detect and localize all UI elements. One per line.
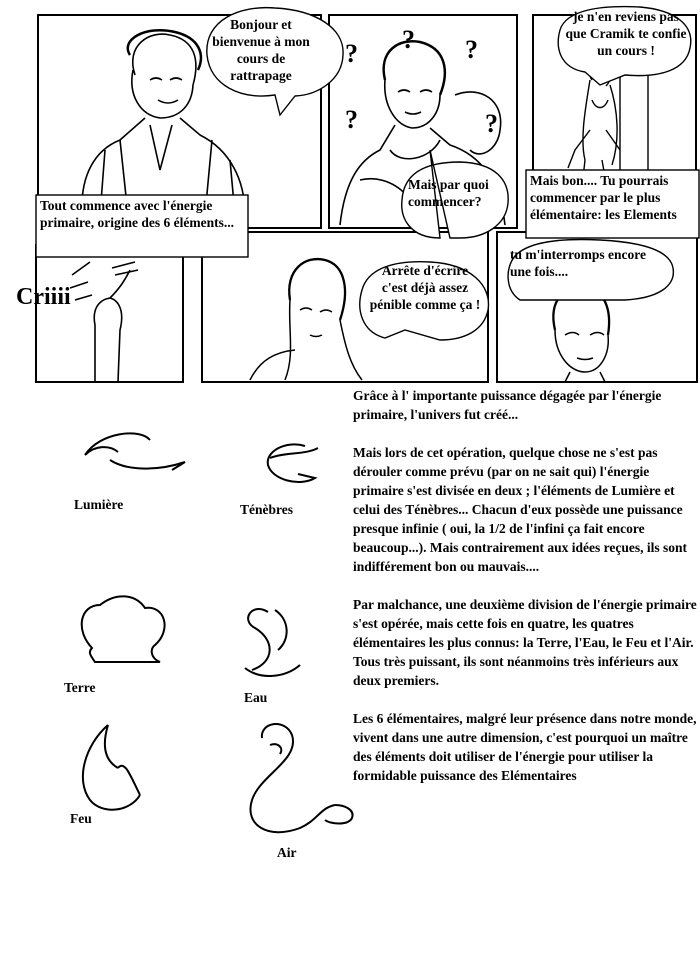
- symbol-tenebres: [268, 444, 318, 482]
- panel-4-frame: [36, 245, 183, 382]
- question-mark: ?: [402, 25, 415, 54]
- explanation-text: [353, 386, 698, 804]
- label-lumiere: Lumière: [74, 497, 124, 512]
- paragraph: Grâce à l' importante puissance dégagée par l'énergie primaire, l'univers fut créé...: [353, 388, 662, 422]
- sound-effect: Criiii: [16, 284, 71, 310]
- element-symbols: [82, 433, 353, 832]
- symbol-air: [250, 724, 352, 832]
- panel-4-hand: [70, 262, 138, 382]
- label-terre: Terre: [64, 680, 96, 695]
- speech-panel-2: Mais par quoi commencer?: [408, 177, 489, 209]
- paragraph: Les 6 élémentaires, malgré leur présence dans notre monde, vivent dans une autre dimension, c'est pourquoi un maître des éléments doit utiliser de l'énergie pour utiliser la formidable puissance des Elémentaires: [353, 711, 697, 783]
- panel-6-character: [553, 287, 609, 382]
- speech-panel-1: Bonjour et bienvenue à mon cours de rattrapage: [212, 17, 310, 83]
- caption-panel-1: Tout commence avec l'énergie primaire, origine des 6 éléments...: [40, 198, 234, 230]
- symbol-eau: [245, 609, 300, 676]
- label-tenebres: Ténèbres: [240, 502, 293, 517]
- label-feu: Feu: [70, 811, 92, 826]
- speech-panel-3: je n'en reviens pas que Cramik te confie un cours !: [565, 9, 687, 58]
- paragraph: Mais lors de cet opération, quelque chose ne s'est pas dérouler comme prévu (par on ne sait qui) l'énergie primaire s'est divisée en deux ; l'éléments de Lumière et celui des Ténèbres... Chacun d'eux possède une puissance presque infinie ( oui, la 1/2 de l'infini ça fait encore beaucoup...). Mais contrairement aux idées reçues, ils sont indifférement bon ou mauvais....: [353, 445, 687, 574]
- caption-panel-3: Mais bon.... Tu pourrais commencer par le plus élémentaire: les Elements: [530, 173, 677, 222]
- symbol-lumiere: [85, 433, 185, 470]
- paragraph: Par malchance, une deuxième division de l'énergie primaire s'est opérée, mais cette fois en quatre, les quatres élémentaires les plus connus: la Terre, l'Eau, le Feu et l'Air. Tous très puissant, ils sont néanmoins très inférieurs aux deux premiers.: [353, 597, 697, 688]
- label-air: Air: [277, 845, 297, 860]
- speech-panel-5: Arrête d'écrire c'est déjà assez pénible comme ça !: [369, 263, 481, 312]
- question-mark: ?: [465, 35, 478, 64]
- panel-5-character: [250, 259, 362, 380]
- question-mark: ?: [485, 109, 498, 138]
- speech-panel-6: tu m'interromps encore une fois....: [510, 247, 646, 279]
- question-mark: ?: [345, 105, 358, 134]
- symbol-feu: [83, 725, 140, 810]
- symbol-terre: [82, 596, 165, 662]
- label-eau: Eau: [244, 690, 268, 705]
- question-mark: ?: [345, 39, 358, 68]
